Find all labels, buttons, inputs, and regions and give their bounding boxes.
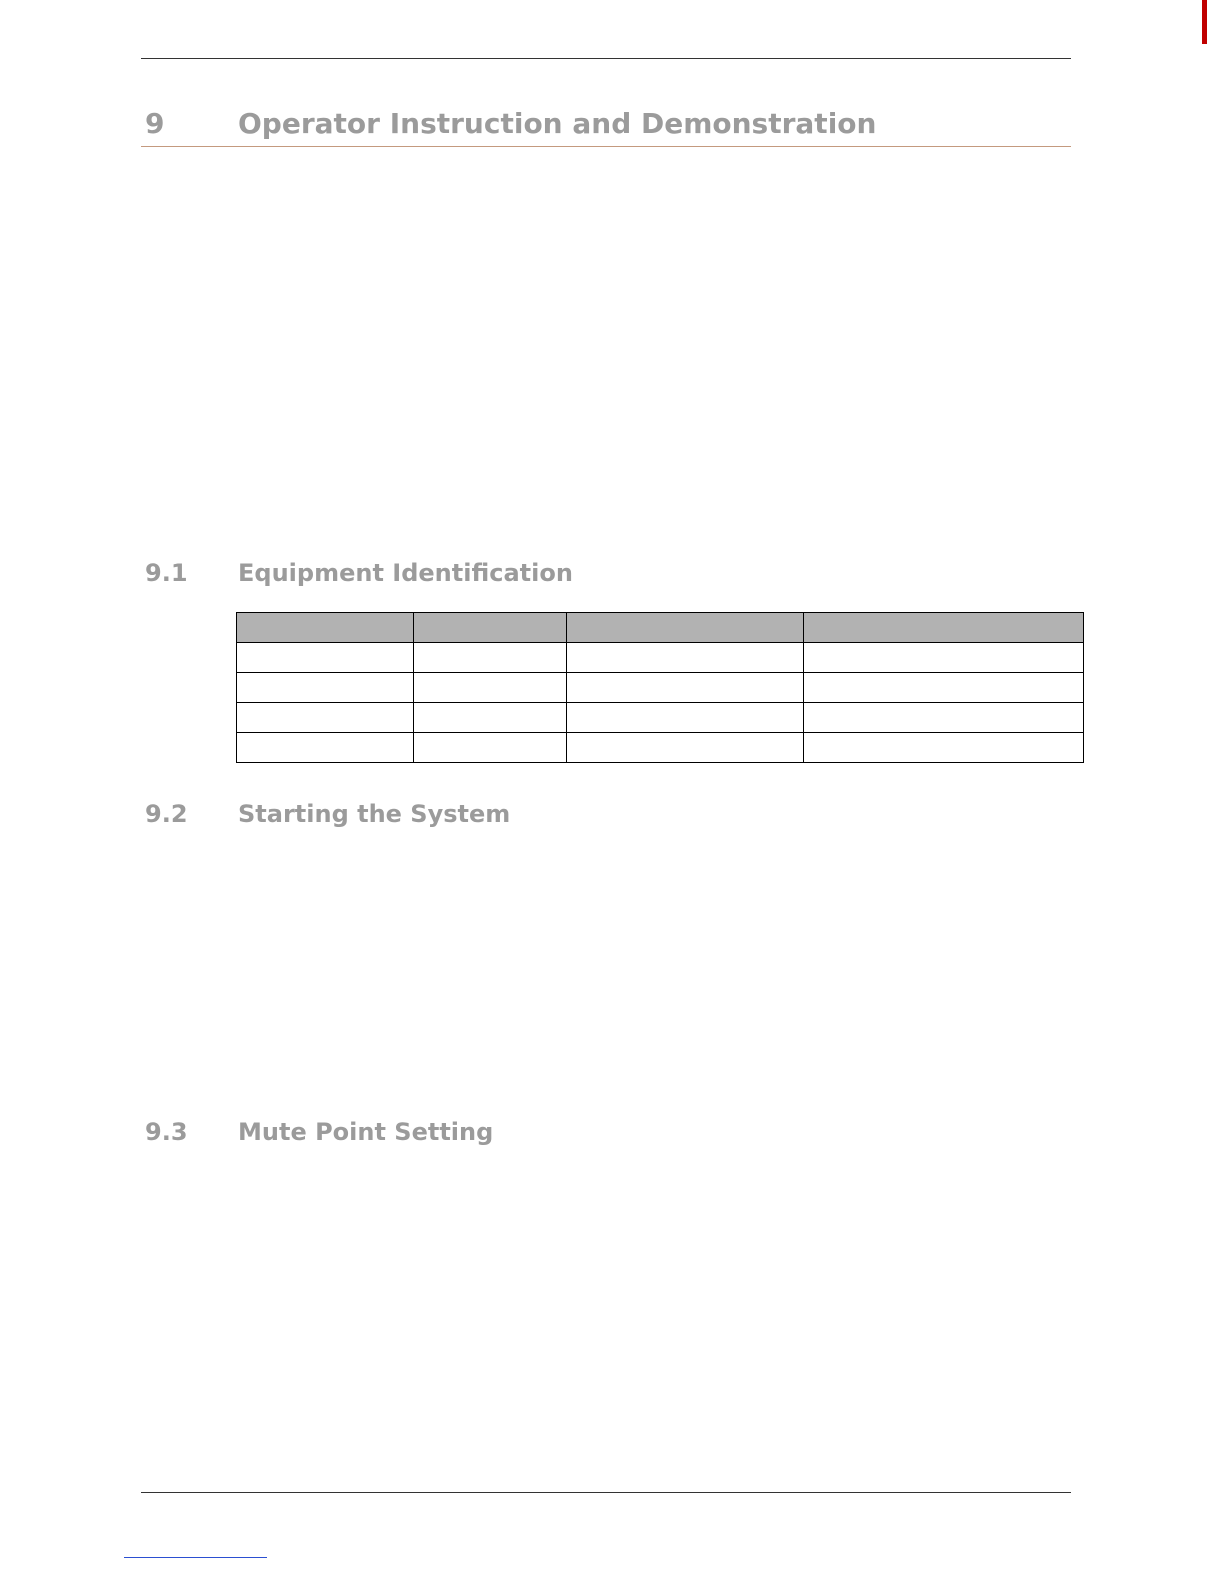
section-number: 9.1 (145, 559, 188, 587)
section-number: 9.2 (145, 800, 188, 828)
section-heading-starting (145, 797, 510, 831)
table-header-cell (804, 613, 1084, 643)
chapter-number: 9 (145, 107, 165, 140)
chapter-title: Operator Instruction and Demonstration (238, 107, 877, 140)
table-row (237, 703, 1084, 733)
table-cell (804, 733, 1084, 763)
section-title: Equipment Identification (238, 559, 573, 587)
table-cell (567, 703, 804, 733)
section-title: Starting the System (238, 800, 511, 828)
table-cell (414, 733, 567, 763)
table-row (237, 673, 1084, 703)
table-cell (237, 673, 414, 703)
table-cell (237, 703, 414, 733)
table-row (237, 733, 1084, 763)
table-cell (414, 673, 567, 703)
table-row (237, 643, 1084, 673)
table-cell (567, 673, 804, 703)
section-heading-equipment (145, 556, 573, 590)
table-cell (567, 733, 804, 763)
footer-link-underline[interactable] (124, 1557, 267, 1558)
table-cell (414, 703, 567, 733)
table-header-cell (567, 613, 804, 643)
table-cell (414, 643, 567, 673)
table-header-cell (414, 613, 567, 643)
chapter-heading (145, 104, 876, 144)
section-title: Mute Point Setting (238, 1118, 494, 1146)
section-number: 9.3 (145, 1118, 188, 1146)
table-cell (804, 643, 1084, 673)
footer-rule (141, 1492, 1071, 1493)
table-cell (804, 673, 1084, 703)
edge-mark (1202, 0, 1207, 44)
table-header-cell (237, 613, 414, 643)
table-cell (237, 733, 414, 763)
table-cell (804, 703, 1084, 733)
table-cell (237, 643, 414, 673)
header-rule (141, 58, 1071, 59)
section-heading-mute (145, 1115, 493, 1149)
table-cell (567, 643, 804, 673)
table-header-row (237, 613, 1084, 643)
equipment-table (236, 612, 1084, 763)
chapter-underline (141, 146, 1071, 147)
